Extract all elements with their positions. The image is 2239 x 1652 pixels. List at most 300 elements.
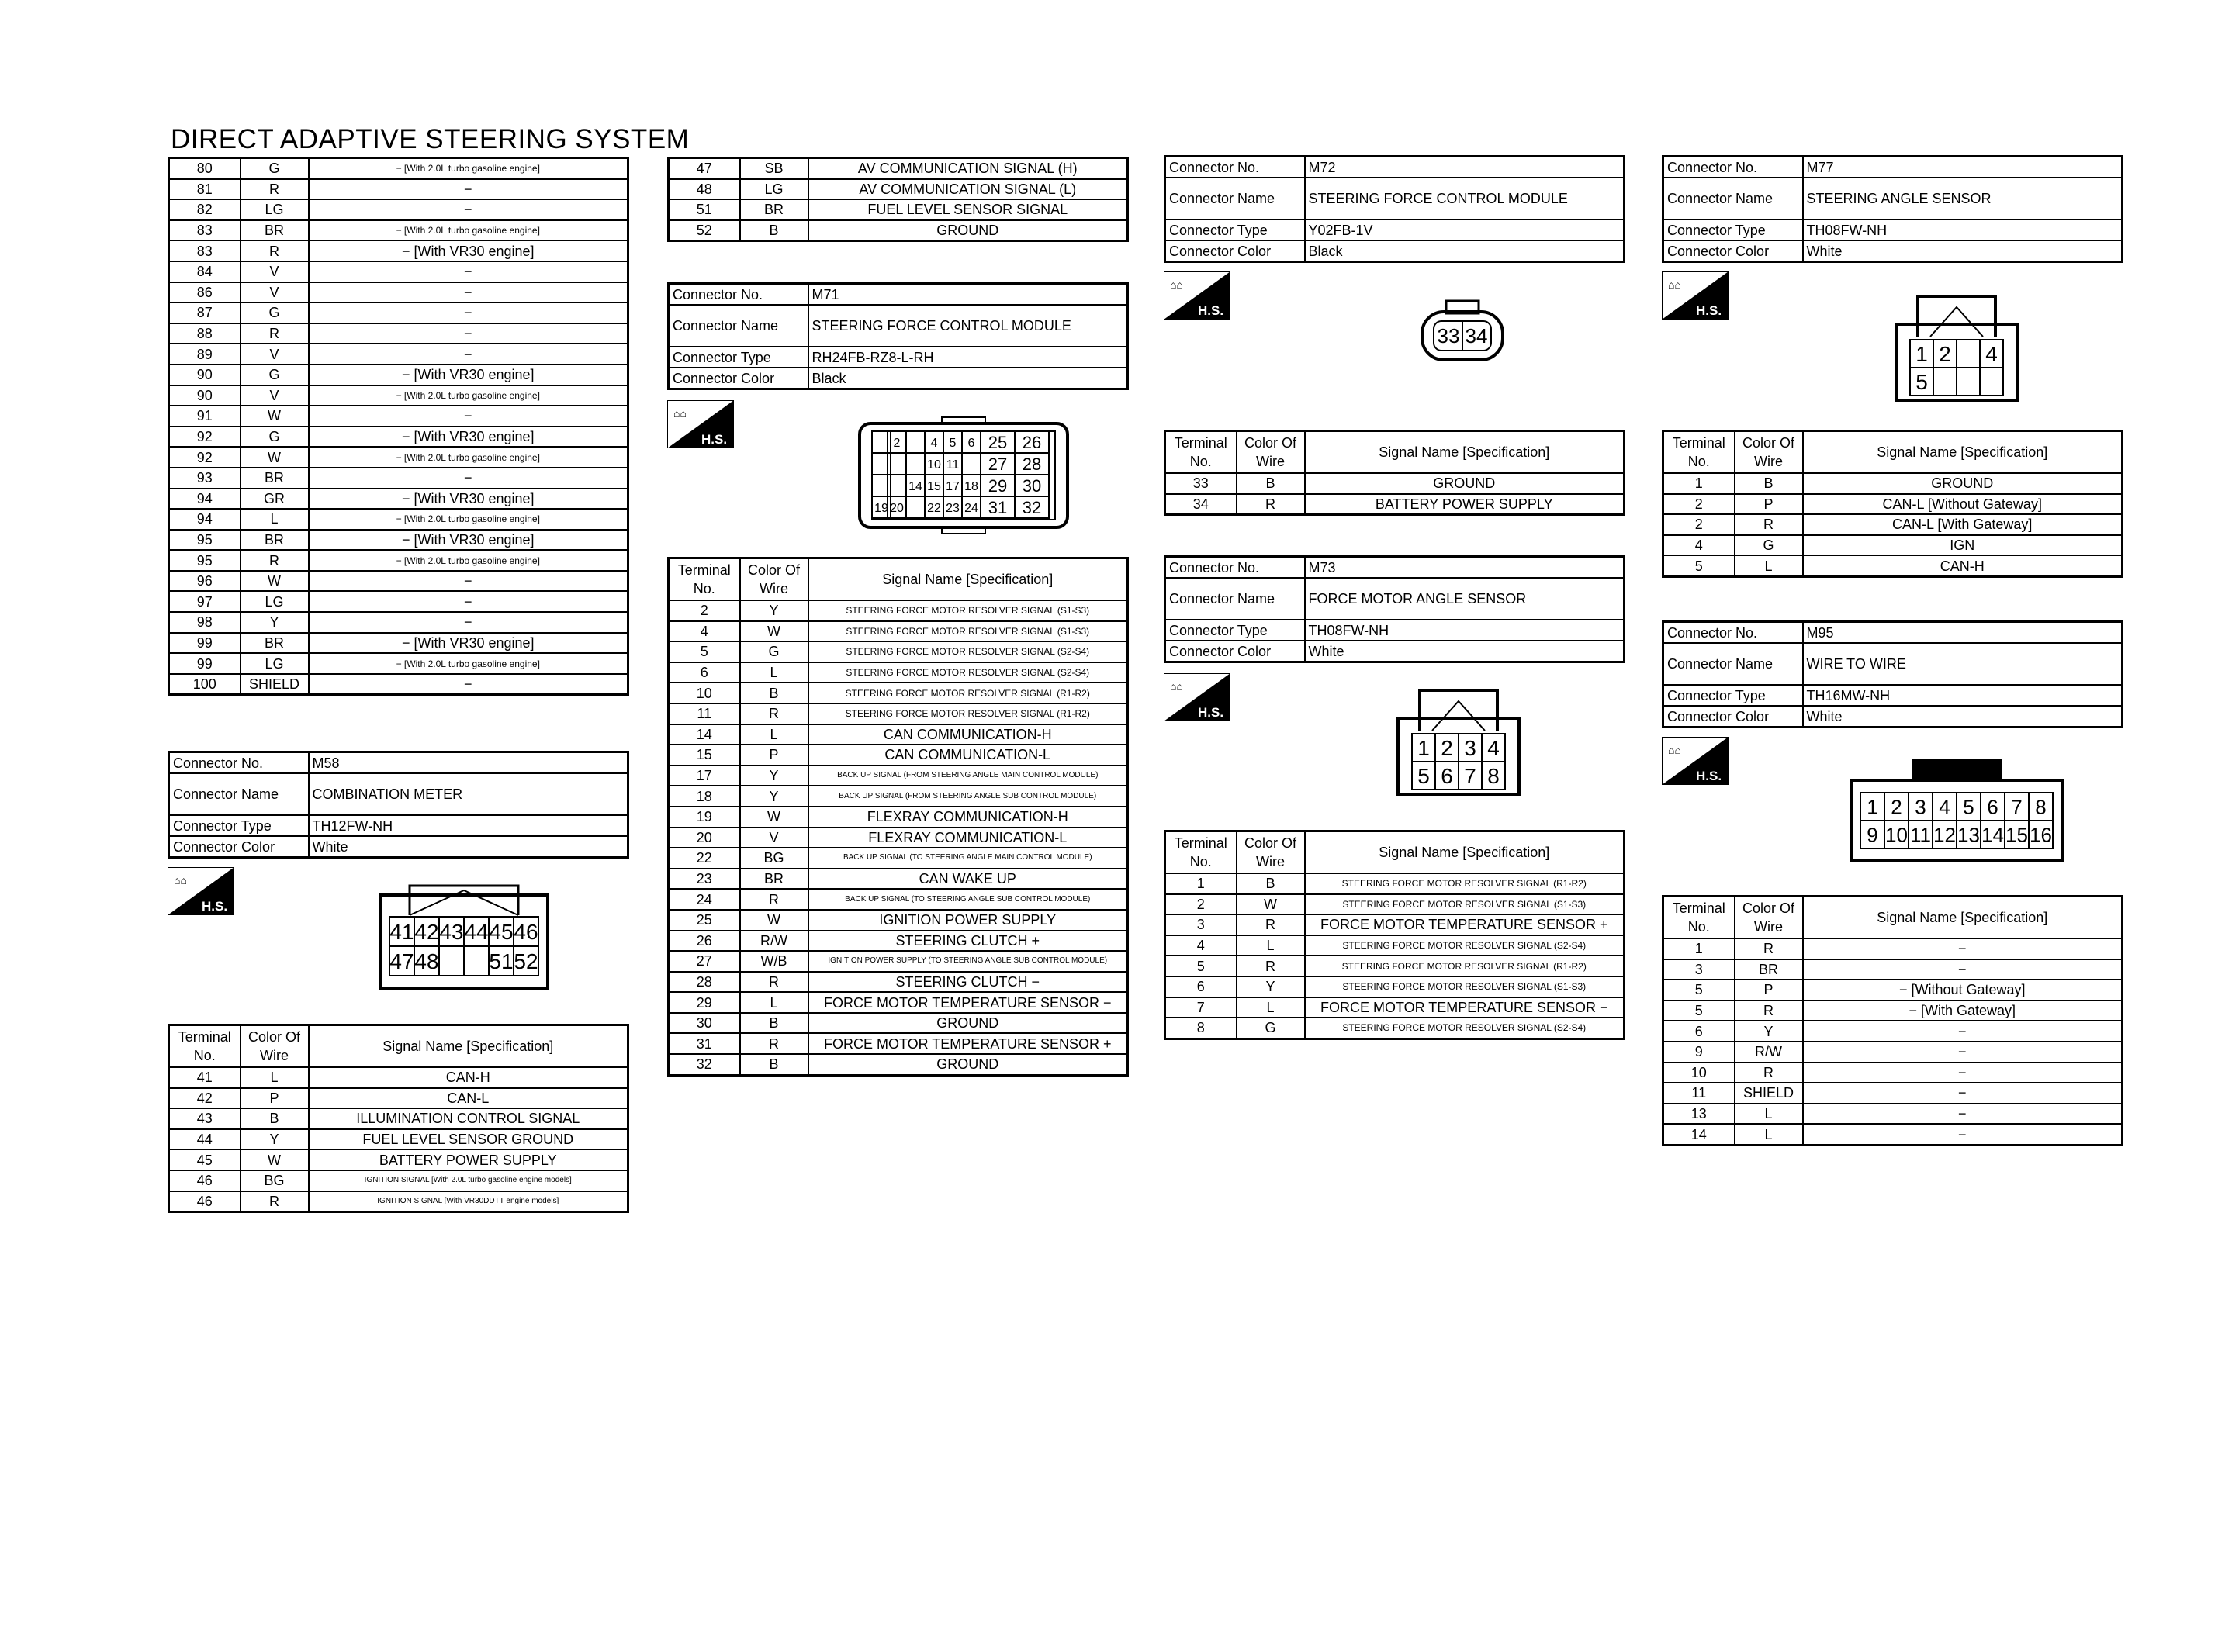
- table-row: [1165, 976, 1625, 997]
- terminal-no-cell: 44: [169, 1129, 241, 1150]
- table-row: [1663, 1124, 2123, 1145]
- terminal-no-cell: 52: [669, 220, 740, 241]
- m95-terminal-table: [1662, 895, 2123, 1146]
- terminal-no-cell: 1: [1165, 873, 1237, 894]
- table-row: [1663, 959, 2123, 980]
- signal-header: Signal Name [Specification]: [1305, 831, 1625, 874]
- signal-name-cell: STEERING FORCE MOTOR RESOLVER SIGNAL (R1-R2): [808, 683, 1128, 703]
- table-row: [1165, 1018, 1625, 1039]
- table-row: [1663, 555, 2123, 576]
- pin-number: 3: [1464, 736, 1476, 761]
- signal-name-cell: − [With VR30 engine]: [309, 530, 628, 551]
- connector-type-value: TH12FW-NH: [309, 815, 628, 836]
- pin-number: 20: [890, 501, 904, 515]
- wire-color-cell: R: [1237, 956, 1305, 976]
- connector-type-label: Connector Type: [1663, 219, 1803, 240]
- wire-color-cell: R: [740, 889, 808, 910]
- pin-number: 51: [489, 949, 514, 974]
- signal-name-cell: GROUND: [808, 220, 1128, 241]
- signal-name-cell: STEERING FORCE MOTOR RESOLVER SIGNAL (S1-S3): [1305, 894, 1625, 915]
- wire-color-cell: L: [740, 724, 808, 745]
- connector-name-value: STEERING FORCE CONTROL MODULE: [1305, 178, 1625, 219]
- connector-type-label: Connector Type: [1165, 219, 1305, 240]
- terminal-no-cell: 45: [169, 1149, 241, 1170]
- svg-text:H.S.: H.S.: [202, 899, 228, 914]
- terminal-no-cell: 3: [1165, 914, 1237, 935]
- pin-number: 6: [1441, 764, 1453, 789]
- table-row: [669, 745, 1128, 766]
- m95-connector-face: [1850, 754, 2064, 866]
- signal-name-cell: CAN-H: [1803, 555, 2123, 576]
- table-row: [169, 220, 628, 241]
- wire-color-cell: W: [241, 447, 309, 468]
- table-row: [669, 889, 1128, 910]
- svg-text:⌂⌂: ⌂⌂: [1668, 744, 1681, 756]
- terminal-header: Terminal No.: [1165, 431, 1237, 474]
- connector-type-value: TH16MW-NH: [1803, 685, 2123, 706]
- terminal-no-cell: 95: [169, 530, 241, 551]
- wire-color-cell: P: [241, 1088, 309, 1109]
- signal-name-cell: − [With VR30 engine]: [309, 240, 628, 261]
- connector-no-value: M58: [309, 752, 628, 774]
- pin-number: 4: [1487, 736, 1500, 761]
- wire-color-cell: W/B: [740, 951, 808, 972]
- terminal-no-cell: 94: [169, 509, 241, 530]
- signal-name-cell: IGN: [1803, 535, 2123, 556]
- signal-name-cell: − [With 2.0L turbo gasoline engine]: [309, 509, 628, 530]
- signal-name-cell: STEERING FORCE MOTOR RESOLVER SIGNAL (R1-R2): [1305, 956, 1625, 976]
- signal-name-cell: −: [309, 591, 628, 612]
- connector-name-value: STEERING ANGLE SENSOR: [1803, 178, 2123, 219]
- terminal-no-cell: 5: [669, 641, 740, 662]
- signal-name-cell: −: [309, 302, 628, 323]
- wire-color-cell: G: [241, 302, 309, 323]
- signal-name-cell: BACK UP SIGNAL (FROM STEERING ANGLE MAIN CONTROL MODULE): [808, 766, 1128, 786]
- table-row: [669, 786, 1128, 807]
- pin-number: 13: [1957, 823, 1980, 847]
- signal-name-cell: STEERING FORCE MOTOR RESOLVER SIGNAL (S2-S4): [808, 662, 1128, 683]
- signal-name-cell: IGNITION POWER SUPPLY (TO STEERING ANGLE SUB CONTROL MODULE): [808, 951, 1128, 972]
- signal-name-cell: −: [309, 199, 628, 220]
- signal-name-cell: STEERING FORCE MOTOR RESOLVER SIGNAL (S1-S3): [808, 621, 1128, 642]
- signal-name-cell: GROUND: [1305, 473, 1625, 494]
- signal-name-cell: FUEL LEVEL SENSOR SIGNAL: [808, 199, 1128, 220]
- pin-number: 12: [1933, 823, 1956, 847]
- pin-number: 15: [927, 479, 941, 493]
- terminal-no-cell: 8: [1165, 1018, 1237, 1039]
- table-row: [669, 848, 1128, 869]
- table-row: [1663, 980, 2123, 1001]
- signal-name-cell: FORCE MOTOR TEMPERATURE SENSOR −: [808, 992, 1128, 1013]
- wire-color-cell: W: [740, 807, 808, 828]
- table-row: [669, 641, 1128, 662]
- m77-terminal-table: [1662, 430, 2123, 578]
- terminal-no-cell: 41: [169, 1067, 241, 1088]
- connector-name-value: FORCE MOTOR ANGLE SENSOR: [1305, 578, 1625, 620]
- terminal-no-cell: 83: [169, 220, 241, 241]
- connector-type-value: TH08FW-NH: [1803, 219, 2123, 240]
- signal-name-cell: − [With Gateway]: [1803, 1001, 2123, 1021]
- svg-text:H.S.: H.S.: [1198, 705, 1224, 720]
- table-row: [169, 489, 628, 510]
- terminal-no-cell: 6: [669, 662, 740, 683]
- terminal-no-cell: 89: [169, 344, 241, 365]
- connector-no-value: M77: [1803, 157, 2123, 178]
- terminal-no-cell: 80: [169, 158, 241, 179]
- pin-number: 2: [1939, 342, 1951, 367]
- terminal-no-cell: 2: [669, 600, 740, 621]
- signal-name-cell: CAN-L [With Gateway]: [1803, 514, 2123, 535]
- wire-color-cell: R: [740, 972, 808, 993]
- connector-no-value: M72: [1305, 157, 1625, 178]
- pin-number: 34: [1465, 324, 1488, 347]
- wire-color-cell: BR: [241, 468, 309, 489]
- wire-color-cell: B: [1237, 473, 1305, 494]
- pin-number: 3: [1915, 795, 1926, 819]
- terminal-no-cell: 31: [669, 1033, 740, 1054]
- pin-number: 1: [1867, 795, 1878, 819]
- signal-name-cell: −: [309, 571, 628, 592]
- wire-color-cell: BR: [241, 530, 309, 551]
- connector-color-label: Connector Color: [1165, 641, 1305, 662]
- connector-no-label: Connector No.: [1663, 157, 1803, 178]
- terminal-no-cell: 6: [1663, 1021, 1735, 1042]
- terminal-no-cell: 34: [1165, 494, 1237, 515]
- pin-cell: [906, 496, 925, 518]
- connector-color-value: Black: [808, 368, 1128, 389]
- wire-color-cell: L: [1735, 555, 1803, 576]
- signal-name-cell: CAN-L [Without Gateway]: [1803, 494, 2123, 515]
- m95-connector-info: [1662, 620, 2123, 728]
- wire-color-cell: Y: [1237, 976, 1305, 997]
- wire-color-cell: L: [1735, 1124, 1803, 1145]
- terminal-no-cell: 6: [1165, 976, 1237, 997]
- table-row: [1165, 873, 1625, 894]
- pin-number: 31: [988, 497, 1008, 517]
- wire-color-cell: G: [241, 365, 309, 385]
- signal-name-cell: −: [309, 674, 628, 695]
- table-row: [1663, 514, 2123, 535]
- m58-continuation-table: [667, 157, 1129, 242]
- m73-terminal-table: [1164, 830, 1625, 1040]
- table-row: [169, 591, 628, 612]
- table-row: [1663, 535, 2123, 556]
- terminal-no-cell: 20: [669, 828, 740, 848]
- pin-number: 52: [514, 949, 538, 974]
- terminal-no-cell: 28: [669, 972, 740, 993]
- svg-text:⌂⌂: ⌂⌂: [1668, 278, 1681, 291]
- wire-color-cell: SHIELD: [241, 674, 309, 695]
- pin-cell: [1957, 368, 1980, 396]
- connector-no-value: M71: [808, 284, 1128, 306]
- table-row: [169, 302, 628, 323]
- connector-type-label: Connector Type: [1165, 620, 1305, 641]
- table-row: [169, 385, 628, 406]
- wire-color-cell: B: [1237, 873, 1305, 894]
- wire-color-cell: LG: [241, 199, 309, 220]
- terminal-no-cell: 1: [1663, 473, 1735, 494]
- signal-header: Signal Name [Specification]: [309, 1025, 628, 1068]
- pin-number: 33: [1437, 324, 1460, 347]
- pin-number: 2: [1891, 795, 1902, 819]
- terminal-header: Terminal No.: [1663, 897, 1735, 939]
- wire-color-cell: B: [241, 1108, 309, 1129]
- table-row: [169, 1108, 628, 1129]
- table-row: [669, 662, 1128, 683]
- terminal-no-cell: 19: [669, 807, 740, 828]
- pin-number: 2: [893, 436, 901, 450]
- table-row: [1663, 473, 2123, 494]
- wire-color-cell: L: [1735, 1104, 1803, 1125]
- wire-color-cell: B: [740, 683, 808, 703]
- connector-name-value: COMBINATION METER: [309, 773, 628, 815]
- table-row: [1663, 1001, 2123, 1021]
- wire-color-cell: W: [740, 910, 808, 931]
- m58-terminal-table: [168, 1024, 629, 1213]
- wire-color-cell: L: [241, 1067, 309, 1088]
- wire-color-cell: BR: [241, 220, 309, 241]
- table-row: [1663, 1104, 2123, 1125]
- signal-name-cell: FLEXRAY COMMUNICATION-L: [808, 828, 1128, 848]
- terminal-no-cell: 13: [1663, 1104, 1735, 1125]
- table-row: [169, 653, 628, 674]
- pin-number: 2: [1441, 736, 1453, 761]
- wire-color-cell: Y: [740, 600, 808, 621]
- table-row: [169, 323, 628, 344]
- signal-name-cell: −: [1803, 938, 2123, 959]
- terminal-no-cell: 15: [669, 745, 740, 766]
- terminal-no-cell: 4: [669, 621, 740, 642]
- signal-header: Signal Name [Specification]: [1803, 431, 2123, 474]
- table-row: [169, 468, 628, 489]
- table-row: [169, 240, 628, 261]
- pin-cell: [1957, 340, 1980, 368]
- terminal-no-cell: 84: [169, 261, 241, 282]
- wire-color-cell: L: [740, 992, 808, 1013]
- terminal-no-cell: 1: [1663, 938, 1735, 959]
- table-row: [669, 992, 1128, 1013]
- wire-color-cell: B: [740, 220, 808, 241]
- m72-connector-info: [1164, 155, 1625, 263]
- wire-color-cell: L: [1237, 935, 1305, 956]
- table-row: [169, 1191, 628, 1212]
- terminal-no-cell: 9: [1663, 1042, 1735, 1063]
- table-row: [669, 910, 1128, 931]
- table-row: [669, 724, 1128, 745]
- signal-name-cell: −: [1803, 1021, 2123, 1042]
- wire-color-cell: W: [740, 621, 808, 642]
- table-row: [169, 1067, 628, 1088]
- connector-color-value: White: [1803, 706, 2123, 728]
- wire-color-cell: G: [740, 641, 808, 662]
- table-row: [1165, 956, 1625, 976]
- connector-no-label: Connector No.: [1663, 622, 1803, 644]
- terminal-no-cell: 5: [1663, 1001, 1735, 1021]
- signal-name-cell: CAN-H: [309, 1067, 628, 1088]
- pin-number: 7: [1464, 764, 1476, 789]
- connector-name-value: WIRE TO WIRE: [1803, 643, 2123, 685]
- signal-header: Signal Name [Specification]: [808, 558, 1128, 601]
- pin-number: 10: [927, 458, 941, 472]
- signal-name-cell: −: [1803, 1083, 2123, 1104]
- wire-color-cell: P: [1735, 980, 1803, 1001]
- wire-color-cell: B: [740, 1054, 808, 1075]
- wire-color-cell: SB: [740, 158, 808, 179]
- wire-color-cell: LG: [241, 591, 309, 612]
- pin-cell: [1933, 368, 1957, 396]
- color-header: Color Of Wire: [1237, 431, 1305, 474]
- terminal-no-cell: 96: [169, 571, 241, 592]
- signal-name-cell: STEERING FORCE MOTOR RESOLVER SIGNAL (S2-S4): [1305, 1018, 1625, 1039]
- wire-color-cell: BR: [1735, 959, 1803, 980]
- pin-number: 22: [927, 501, 941, 515]
- signal-name-cell: BATTERY POWER SUPPLY: [1305, 494, 1625, 515]
- table-row: [669, 600, 1128, 621]
- table-row: [169, 447, 628, 468]
- m72-terminal-table: [1164, 430, 1625, 516]
- table-row: [169, 1170, 628, 1191]
- signal-name-cell: − [With 2.0L turbo gasoline engine]: [309, 550, 628, 571]
- wire-color-cell: SHIELD: [1735, 1083, 1803, 1104]
- signal-name-cell: −: [1803, 1124, 2123, 1145]
- connector-color-value: Black: [1305, 240, 1625, 262]
- wire-color-cell: R: [740, 703, 808, 724]
- wire-color-cell: GR: [241, 489, 309, 510]
- terminal-no-cell: 99: [169, 653, 241, 674]
- pin-cell: [906, 453, 925, 475]
- table-row: [669, 220, 1128, 241]
- connector-color-label: Connector Color: [669, 368, 808, 389]
- wire-color-cell: W: [1237, 894, 1305, 915]
- table-row: [169, 344, 628, 365]
- svg-text:⌂⌂: ⌂⌂: [1170, 680, 1183, 693]
- table-row: [1663, 938, 2123, 959]
- terminal-no-cell: 97: [169, 591, 241, 612]
- harness-side-icon: [1662, 271, 1729, 320]
- pin-number: 6: [1987, 795, 1998, 819]
- pin-number: 27: [988, 454, 1008, 474]
- signal-name-cell: − [With VR30 engine]: [309, 427, 628, 448]
- terminal-no-cell: 14: [1663, 1124, 1735, 1145]
- pin-cell: [906, 431, 925, 453]
- terminal-no-cell: 11: [669, 703, 740, 724]
- connector-color-label: Connector Color: [1663, 706, 1803, 728]
- terminal-no-cell: 88: [169, 323, 241, 344]
- table-row: [169, 1088, 628, 1109]
- pin-number: 9: [1867, 823, 1878, 847]
- terminal-no-cell: 29: [669, 992, 740, 1013]
- wire-color-cell: Y: [740, 766, 808, 786]
- pin-number: 48: [414, 949, 439, 974]
- pin-number: 19: [874, 501, 888, 515]
- signal-name-cell: BATTERY POWER SUPPLY: [309, 1149, 628, 1170]
- signal-name-cell: AV COMMUNICATION SIGNAL (H): [808, 158, 1128, 179]
- terminal-no-cell: 10: [669, 683, 740, 703]
- signal-name-cell: FORCE MOTOR TEMPERATURE SENSOR +: [1305, 914, 1625, 935]
- signal-name-cell: − [With 2.0L turbo gasoline engine]: [309, 385, 628, 406]
- table-row: [1165, 935, 1625, 956]
- pin-number: 24: [964, 501, 978, 515]
- color-header: Color Of Wire: [241, 1025, 309, 1068]
- table-row: [169, 365, 628, 385]
- terminal-no-cell: 2: [1663, 514, 1735, 535]
- wire-color-cell: V: [740, 828, 808, 848]
- terminal-no-cell: 24: [669, 889, 740, 910]
- harness-side-icon: [1164, 271, 1230, 320]
- signal-name-cell: STEERING FORCE MOTOR RESOLVER SIGNAL (S2-S4): [808, 641, 1128, 662]
- table-row: [669, 621, 1128, 642]
- wire-color-cell: P: [1735, 494, 1803, 515]
- signal-name-cell: − [With VR30 engine]: [309, 365, 628, 385]
- table-row: [169, 633, 628, 654]
- terminal-no-cell: 92: [169, 447, 241, 468]
- pin-number: 4: [930, 436, 938, 450]
- table-row: [169, 282, 628, 303]
- wire-color-cell: R: [1735, 514, 1803, 535]
- pin-cell: [439, 946, 464, 976]
- pin-number: 14: [1981, 823, 2004, 847]
- terminal-no-cell: 26: [669, 931, 740, 952]
- terminal-no-cell: 18: [669, 786, 740, 807]
- signal-name-cell: −: [1803, 1104, 2123, 1125]
- wire-color-cell: R: [241, 550, 309, 571]
- m71-connector-info: [667, 282, 1129, 390]
- terminal-no-cell: 22: [669, 848, 740, 869]
- pin-number: 5: [1963, 795, 1974, 819]
- terminal-no-cell: 48: [669, 179, 740, 200]
- pin-number: 43: [439, 920, 464, 945]
- terminal-no-cell: 91: [169, 406, 241, 427]
- wire-color-cell: L: [740, 662, 808, 683]
- table-row: [1165, 894, 1625, 915]
- terminal-no-cell: 46: [169, 1170, 241, 1191]
- pin-number: 5: [1417, 764, 1430, 789]
- signal-name-cell: BACK UP SIGNAL (FROM STEERING ANGLE SUB CONTROL MODULE): [808, 786, 1128, 807]
- signal-name-cell: BACK UP SIGNAL (TO STEERING ANGLE SUB CONTROL MODULE): [808, 889, 1128, 910]
- m77-connector-face: [1895, 292, 2019, 406]
- m58-connector-face: [379, 876, 549, 994]
- signal-name-cell: IGNITION POWER SUPPLY: [808, 910, 1128, 931]
- signal-name-cell: −: [1803, 1063, 2123, 1083]
- wire-color-cell: G: [241, 427, 309, 448]
- signal-name-cell: −: [309, 323, 628, 344]
- pin-number: 26: [1022, 432, 1042, 452]
- pin-number: 23: [946, 501, 960, 515]
- table-row: [169, 1149, 628, 1170]
- wire-color-cell: BG: [241, 1170, 309, 1191]
- table-row: [669, 766, 1128, 786]
- terminal-no-cell: 4: [1663, 535, 1735, 556]
- m77-connector-info: [1662, 155, 2123, 263]
- terminal-header: Terminal No.: [169, 1025, 241, 1068]
- table-row: [669, 179, 1128, 200]
- pin-number: 46: [514, 920, 538, 945]
- wire-color-cell: P: [740, 745, 808, 766]
- wire-color-cell: BR: [740, 869, 808, 890]
- wire-color-cell: R: [1237, 914, 1305, 935]
- connector-name-label: Connector Name: [669, 305, 808, 347]
- wire-color-cell: R: [1735, 938, 1803, 959]
- table-row: [669, 703, 1128, 724]
- connector-color-value: White: [1803, 240, 2123, 262]
- wire-color-cell: R: [241, 240, 309, 261]
- terminal-no-cell: 98: [169, 612, 241, 633]
- terminal-header: Terminal No.: [1165, 831, 1237, 874]
- table-row: [1663, 1021, 2123, 1042]
- wire-color-cell: G: [241, 158, 309, 179]
- terminal-no-cell: 95: [169, 550, 241, 571]
- wire-color-cell: G: [1237, 1018, 1305, 1039]
